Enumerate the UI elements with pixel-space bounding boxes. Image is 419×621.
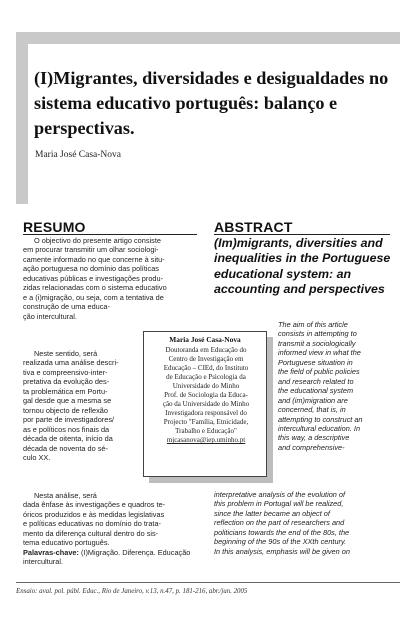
author-box-line: Projecto "Família, Etnicidade,	[163, 418, 249, 426]
abstract-line: intercultural education. In	[278, 423, 361, 433]
resumo-line: por parte de investigadores/	[23, 415, 115, 425]
resumo-line: década de oitenta, início da	[23, 434, 113, 444]
abstract-title: (Im)migrants, diversities and inequalities in the Portuguese educational system: an accounting and perspectives	[214, 236, 391, 296]
abstract-line: since the latter became an object of	[214, 508, 330, 518]
abstract-line: informed view in what the	[278, 348, 361, 358]
abstract-line: attempting to construct an	[278, 414, 363, 424]
resumo-line: e a (i)migração, ou seja, com a tentativa de	[23, 292, 164, 302]
abstract-line: interpretative analysis of the evolution of	[214, 490, 346, 499]
resumo-paragraph-2	[23, 349, 121, 462]
keywords	[23, 548, 203, 567]
author-info-box	[143, 331, 273, 483]
resumo-line: O objectivo do presente artigo consiste	[34, 236, 161, 245]
abstract-heading: ABSTRACT	[214, 219, 293, 235]
resumo-line: óricos produzidos e às medidas legislativas	[23, 509, 165, 519]
resumo-line: e políticas educativas no domínio do trata-	[23, 519, 161, 529]
author-box-name: Maria José Casa-Nova	[169, 335, 241, 344]
abstract-line: In this analysis, emphasis will be given on	[214, 546, 350, 556]
abstract-paragraph-1	[278, 320, 408, 452]
abstract-line: and research related to	[278, 376, 354, 386]
resumo-heading: RESUMO	[23, 219, 86, 235]
resumo-line: ção intercultural.	[23, 311, 77, 321]
abstract-line: concerned, that is, in	[278, 405, 346, 415]
abstract-line: consists in attempting to	[278, 329, 357, 339]
resumo-line: construção de uma educa-	[23, 302, 110, 312]
resumo-paragraph-1	[23, 236, 193, 321]
abstract-line: this way, a descriptive	[278, 433, 350, 443]
resumo-rule	[23, 234, 197, 235]
abstract-paragraph-2	[214, 490, 402, 556]
decorative-side-bar	[16, 32, 28, 204]
resumo-line: dada ênfase às investigações e quadros te-	[23, 500, 166, 510]
resumo-line: realizada uma análise descri-	[23, 358, 119, 368]
resumo-line: Neste sentido, será	[34, 349, 98, 358]
author-email-link[interactable]: mjcasanova@iep.uminho.pt	[166, 436, 246, 444]
abstract-line: this problem in Portugal will be realized,	[214, 499, 344, 509]
abstract-line: reflection on the part of researchers and	[214, 518, 345, 528]
journal-footer: Ensaio: aval. pol. públ. Educ., Rio de Janeiro, v.13, n.47, p. 181-216, abr./jun. 2005	[16, 588, 248, 595]
resumo-line: tiva e compreensivo-inter-	[23, 367, 108, 377]
abstract-line: and comprehensive-	[278, 442, 345, 452]
author-box-line: Investigadora responsável do	[165, 409, 247, 417]
footer-rule	[16, 582, 400, 583]
abstract-line: beginning of the 90s of the XXth century.	[214, 537, 347, 547]
resumo-line: culo XX.	[23, 452, 51, 462]
resumo-line: ta problemática em Portu-	[23, 386, 108, 396]
resumo-paragraph-3	[23, 491, 197, 548]
author-box-line: de Educação e Psicologia da	[166, 373, 246, 381]
author-box-frame	[143, 331, 267, 477]
abstract-line: Portuguese situation in	[278, 357, 353, 367]
author-box-line: Trabalho e Educação"	[175, 427, 237, 435]
resumo-line: camente informado no que concerne à situ-	[23, 254, 165, 264]
resumo-line: ação portuguesa no domínio das políticas	[23, 264, 159, 274]
abstract-line: The aim of this article	[278, 320, 348, 329]
resumo-line: as e políticos nos finais da	[23, 424, 110, 434]
author-box-line: ção da Universidade do Minho	[162, 400, 250, 408]
author-box-line: Educação – CIEd, do Instituto	[163, 364, 249, 372]
resumo-line: pretativa da evolução des-	[23, 377, 110, 387]
keywords-text: (I)Migração. Diferença. Educação intercultural.	[23, 548, 191, 567]
resumo-line: educativas públicas e investigações produ-	[23, 273, 164, 283]
abstract-line: the field of public policies	[278, 367, 360, 377]
author-box-line: Universidade do Minho	[172, 382, 240, 390]
resumo-line: década de noventa do sé-	[23, 443, 108, 453]
author-box-line: Centro de Investigação em	[168, 355, 244, 363]
abstract-line: the educational system	[278, 386, 354, 396]
article-author: Maria José Casa-Nova	[35, 150, 122, 160]
author-box-body	[148, 346, 264, 445]
decorative-top-bar	[16, 32, 400, 44]
abstract-line: transmit a sociologically	[278, 338, 356, 348]
author-box-line: Doutoranda em Educação do	[165, 346, 247, 354]
resumo-line: tornou objecto de reflexão	[23, 405, 108, 415]
resumo-line: zidas relacionadas com o sistema educativo	[23, 283, 167, 293]
author-box-line: Prof. de Sociologia da Educa-	[164, 391, 248, 399]
abstract-line: and (im)migration are	[278, 395, 348, 405]
resumo-line: Nesta análise, será	[34, 491, 97, 500]
article-title: (I)Migrantes, diversidades e desigualdades no sistema educativo português: balanço e perspectivas.	[34, 68, 389, 138]
resumo-line: tema educativo português.	[23, 538, 110, 548]
resumo-line: mento da diferença cultural dentro do sis-	[23, 528, 159, 538]
keywords-label: Palavras-chave:	[23, 548, 79, 557]
resumo-line: em procurar transmitir um olhar sociologi-	[23, 245, 159, 255]
abstract-line: politicians towards the end of the 80s, the	[214, 527, 350, 537]
resumo-line: gal desde que a mesma se	[23, 396, 112, 406]
abstract-rule	[214, 234, 390, 235]
